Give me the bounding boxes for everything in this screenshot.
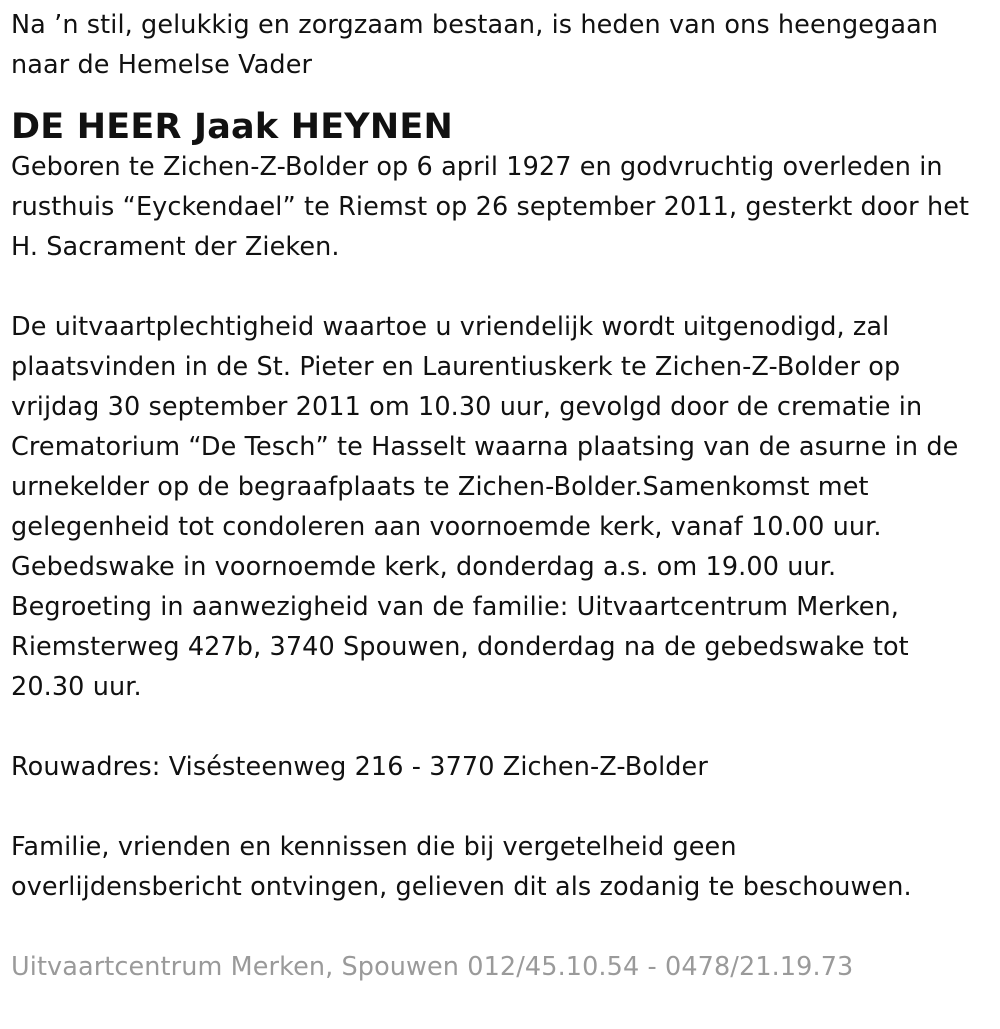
funeral-paragraph xyxy=(11,307,993,707)
funeral-line: De uitvaartplechtigheid waartoe u vriendelijk wordt uitgenodigd, zal xyxy=(11,312,890,342)
notice-paragraph xyxy=(11,827,993,907)
birth-death-paragraph xyxy=(11,147,993,267)
birth-death-line: rusthuis “Eyckendael” te Riemst op 26 september 2011, gesterkt door het xyxy=(11,192,970,222)
funeral-line: Begroeting in aanwezigheid van de familie: Uitvaartcentrum Merken, xyxy=(11,592,899,622)
intro-line: naar de Hemelse Vader xyxy=(11,50,313,80)
mourning-address xyxy=(11,747,993,787)
footer-line: Uitvaartcentrum Merken, Spouwen 012/45.10.54 - 0478/21.19.73 xyxy=(11,952,854,982)
intro-line: Na ’n stil, gelukkig en zorgzaam bestaan, is heden van ons heengegaan xyxy=(11,10,939,40)
funeral-line: vrijdag 30 september 2011 om 10.30 uur, gevolgd door de crematie in xyxy=(11,392,923,422)
funeral-line: urnekelder op de begraafplaats te Zichen-Bolder.Samenkomst met xyxy=(11,472,869,502)
birth-death-line: H. Sacrament der Zieken. xyxy=(11,232,340,262)
deceased-name: DE HEER Jaak HEYNEN xyxy=(11,107,453,147)
funeral-line: gelegenheid tot condoleren aan voornoemde kerk, vanaf 10.00 uur. xyxy=(11,512,882,542)
funeral-line: 20.30 uur. xyxy=(11,672,142,702)
intro-paragraph xyxy=(11,0,993,85)
funeral-line: Gebedswake in voornoemde kerk, donderdag a.s. om 19.00 uur. xyxy=(11,552,837,582)
notice-line: overlijdensbericht ontvingen, gelieven dit als zodanig te beschouwen. xyxy=(11,872,912,902)
spacer xyxy=(11,787,993,827)
funeral-home-footer xyxy=(11,947,993,987)
obituary-notice xyxy=(11,0,993,987)
notice-line: Familie, vrienden en kennissen die bij vergetelheid geen xyxy=(11,832,737,862)
funeral-line: Crematorium “De Tesch” te Hasselt waarna plaatsing van de asurne in de xyxy=(11,432,959,462)
funeral-line: Riemsterweg 427b, 3740 Spouwen, donderdag na de gebedswake tot xyxy=(11,632,909,662)
mourning-address-line: Rouwadres: Visésteenweg 216 - 3770 Zichen-Z-Bolder xyxy=(11,752,708,782)
spacer xyxy=(11,907,993,947)
birth-death-line: Geboren te Zichen-Z-Bolder op 6 april 1927 en godvruchtig overleden in xyxy=(11,152,943,182)
spacer xyxy=(11,267,993,307)
funeral-line: plaatsvinden in de St. Pieter en Laurentiuskerk te Zichen-Z-Bolder op xyxy=(11,352,901,382)
spacer xyxy=(11,707,993,747)
